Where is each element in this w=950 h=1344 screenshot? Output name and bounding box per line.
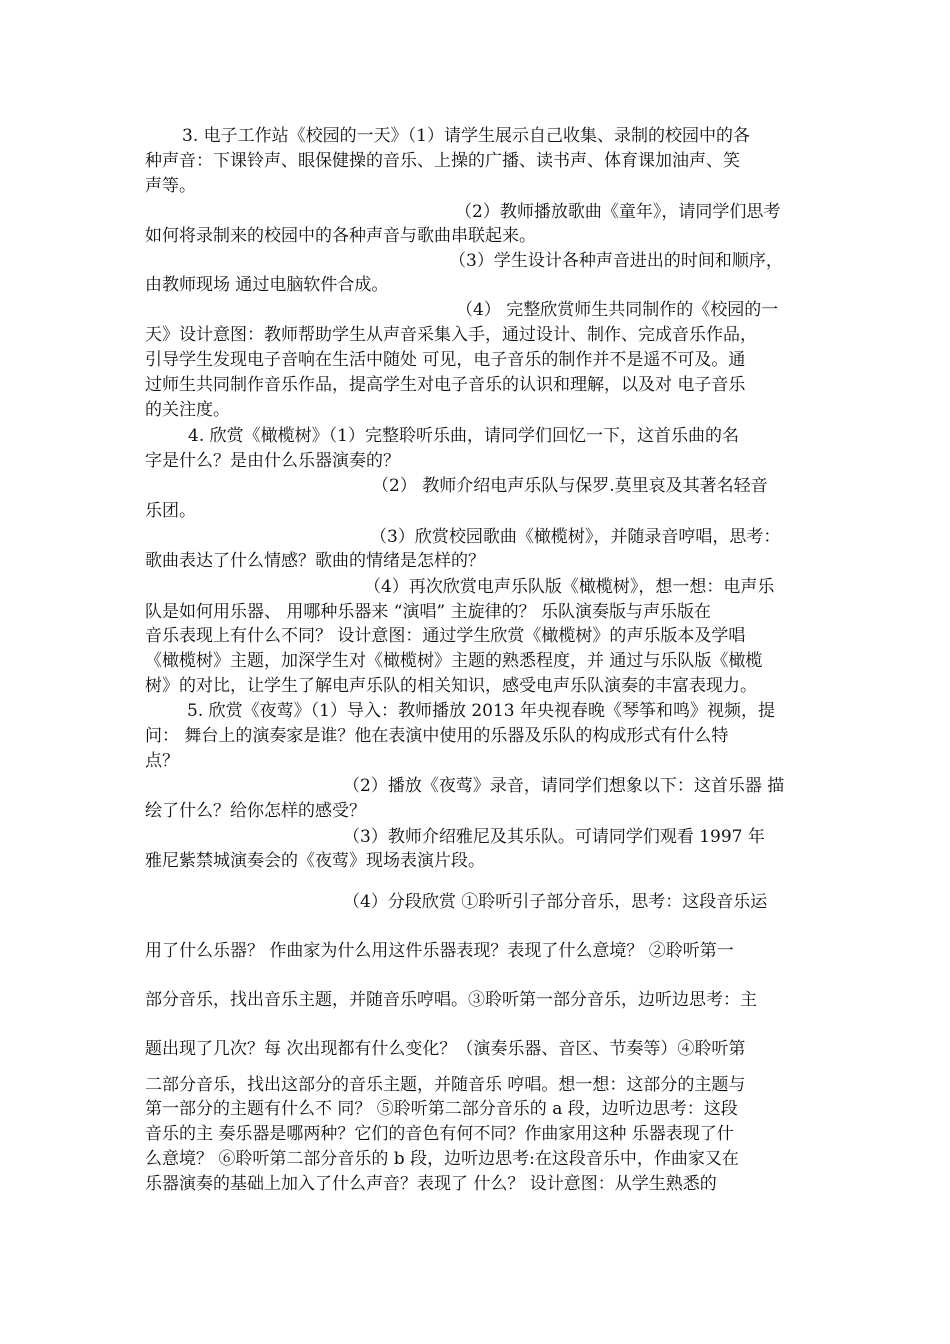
text-line: 歌曲表达了什么情感？歌曲的情绪是怎样的？: [145, 551, 485, 571]
text-line: （2）教师播放歌曲《童年》，请同学们思考: [455, 202, 781, 222]
text-line: （4）分段欣赏 ①聆听引子部分音乐，思考：这段音乐运: [343, 892, 768, 912]
text-line: 点？: [145, 751, 179, 771]
text-line: 5. 欣赏《夜莺》（1）导入：教师播放 2013 年央视春晚《琴筝和鸣》视频，提: [187, 701, 776, 721]
text-line: 如何将录制来的校园中的各种声音与歌曲串联起来。: [145, 226, 536, 246]
text-line: 第一部分的主题有什么不 同？ ⑤聆听第二部分音乐的 a 段，边听边思考：这段: [145, 1099, 738, 1119]
text-line: （4） 完整欣赏师生共同制作的《校园的一: [456, 300, 779, 320]
text-line: 音乐表现上有什么不同？ 设计意图：通过学生欣赏《橄榄树》的声乐版本及学唱: [145, 626, 746, 646]
text-line: 乐器演奏的基础上加入了什么声音？表现了 什么？ 设计意图：从学生熟悉的: [145, 1174, 717, 1194]
text-line: 问： 舞台上的演奏家是谁？他在表演中使用的乐器及乐队的构成形式有什么特: [145, 726, 729, 746]
text-line: 乐团。: [145, 501, 196, 521]
text-line: （2） 教师介绍电声乐队与保罗.莫里哀及其著名轻音: [372, 476, 768, 496]
text-line: 种声音：下课铃声、眼保健操的音乐、上操的广播、读书声、体育课加油声、笑: [145, 151, 740, 171]
text-line: 音乐的主 奏乐器是哪两种？它们的音色有何不同？作曲家用这种 乐器表现了什: [145, 1124, 734, 1144]
text-line: （3）教师介绍雅尼及其乐队。可请同学们观看 1997 年: [343, 827, 765, 847]
text-line: 引导学生发现电子音响在生活中随处 可见，电子音乐的制作并不是遥不可及。通: [145, 350, 746, 370]
text-line: 题出现了几次？每 次出现都有什么变化？（演奏乐器、音区、节奏等）④聆听第: [145, 1039, 746, 1059]
text-line: 么意境？ ⑥聆听第二部分音乐的 b 段，边听边思考:在这段音乐中，作曲家又在: [145, 1149, 739, 1169]
text-line: 4. 欣赏《橄榄树》（1）完整聆听乐曲，请同学们回忆一下，这首乐曲的名: [188, 426, 739, 446]
text-line: 的关注度。: [145, 400, 230, 420]
text-line: 过师生共同制作音乐作品，提高学生对电子音乐的认识和理解，以及对 电子音乐: [145, 375, 746, 395]
text-line: 《橄榄树》主题，加深学生对《橄榄树》主题的熟悉程度，并 通过与乐队版《橄榄: [145, 651, 763, 671]
text-line: （3）欣赏校园歌曲《橄榄树》，并随录音哼唱，思考：: [370, 527, 781, 547]
text-line: 天》设计意图：教师帮助学生从声音采集入手，通过设计、制作、完成音乐作品，: [145, 325, 757, 345]
text-line: （3）学生设计各种声音进出的时间和顺序，: [449, 251, 783, 271]
text-line: 由教师现场 通过电脑软件合成。: [145, 275, 389, 295]
text-line: 声等。: [145, 176, 196, 196]
text-line: （2）播放《夜莺》录音，请同学们想象以下：这首乐器 描: [343, 776, 785, 796]
text-line: 3. 电子工作站《校园的一天》（1）请学生展示自己收集、录制的校园中的各: [182, 126, 750, 146]
text-line: 字是什么？是由什么乐器演奏的？: [145, 451, 400, 471]
text-line: 队是如何用乐器、 用哪种乐器来 “演唱” 主旋律的？ 乐队演奏版与声乐版在: [145, 602, 711, 622]
text-line: 部分音乐，找出音乐主题，并随音乐哼唱。③聆听第一部分音乐，边听边思考：主: [145, 990, 757, 1010]
text-line: 树》的对比，让学生了解电声乐队的相关知识，感受电声乐队演奏的丰富表现力。: [145, 676, 757, 696]
text-line: 用了什么乐器？ 作曲家为什么用这件乐器表现？表现了什么意境？ ②聆听第一: [145, 941, 734, 961]
text-line: 二部分音乐，找出这部分的音乐主题，并随音乐 哼唱。想一想：这部分的主题与: [145, 1075, 746, 1095]
text-line: （4）再次欣赏电声乐队版《橄榄树》，想一想：电声乐: [364, 577, 775, 597]
text-line: 绘了什么？给你怎样的感受？: [145, 801, 366, 821]
text-line: 雅尼紫禁城演奏会的《夜莺》现场表演片段。: [145, 851, 485, 871]
